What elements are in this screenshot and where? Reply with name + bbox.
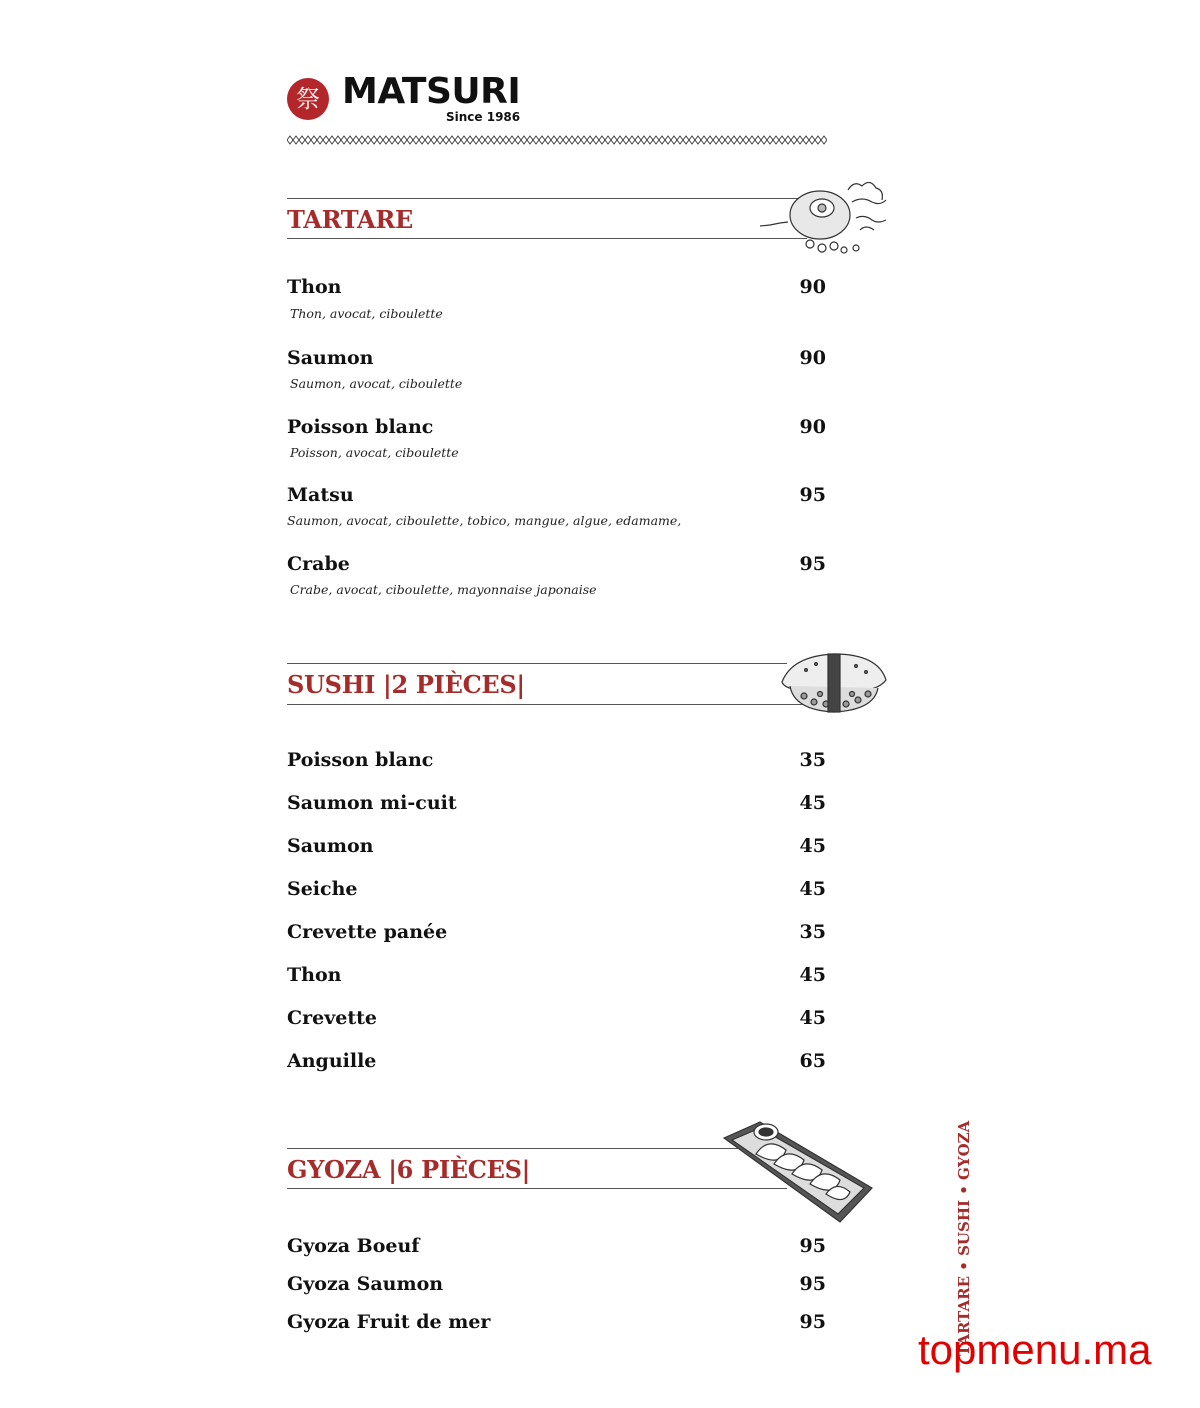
menu-item-name: Saumon (287, 835, 374, 857)
menu-item-name: Seiche (287, 878, 358, 900)
sushi-bottom-rule (287, 704, 807, 705)
gyoza-top-rule (287, 1148, 747, 1149)
menu-item-name: Crevette panée (287, 921, 448, 943)
menu-item-price: 65 (799, 1050, 826, 1072)
side-section-label: TARTARE • SUSHI • GYOZA (955, 1120, 973, 1356)
gyoza-illustration-icon (720, 1118, 876, 1228)
menu-item-price: 95 (799, 553, 826, 575)
menu-item-price: 45 (799, 964, 826, 986)
menu-item-name: Anguille (287, 1050, 377, 1072)
menu-item-name: Crabe (287, 553, 350, 575)
menu-item-price: 45 (799, 1007, 826, 1029)
section-title-sushi: SUSHI |2 PIÈCES| (287, 670, 525, 699)
section-title-tartare: TARTARE (287, 205, 413, 234)
menu-item-price: 45 (799, 792, 826, 814)
menu-item-price: 35 (799, 749, 826, 771)
menu-item-description: Crabe, avocat, ciboulette, mayonnaise japonaise (290, 582, 597, 597)
menu-item-price: 90 (799, 276, 826, 298)
menu-item-name: Thon (287, 276, 342, 298)
tartare-illustration-icon (760, 170, 900, 260)
menu-item-description: Poisson, avocat, ciboulette (290, 445, 459, 460)
menu-item-description: Saumon, avocat, ciboulette, tobico, mangue, algue, edamame, (287, 513, 682, 528)
menu-item-description: Thon, avocat, ciboulette (290, 306, 443, 321)
menu-item-name: Matsu (287, 484, 354, 506)
menu-item-price: 95 (799, 1311, 826, 1333)
brand-logo-icon: 祭 (287, 78, 329, 120)
menu-item-name: Saumon (287, 347, 374, 369)
menu-item-name: Crevette (287, 1007, 377, 1029)
gyoza-bottom-rule (287, 1188, 787, 1189)
zigzag-divider (287, 133, 827, 147)
menu-item-price: 90 (799, 416, 826, 438)
menu-item-name: Gyoza Saumon (287, 1273, 444, 1295)
tartare-top-rule (287, 198, 807, 199)
brand-name: MATSURI (342, 71, 521, 112)
brand-since: Since 1986 (446, 110, 521, 124)
menu-item-price: 95 (799, 484, 826, 506)
menu-item-name: Thon (287, 964, 342, 986)
menu-item-price: 45 (799, 835, 826, 857)
section-title-gyoza: GYOZA |6 PIÈCES| (287, 1155, 531, 1184)
menu-item-price: 95 (799, 1273, 826, 1295)
watermark: topmenu.ma (918, 1326, 1152, 1373)
menu-item-price: 35 (799, 921, 826, 943)
menu-item-price: 95 (799, 1235, 826, 1257)
tartare-bottom-rule (287, 238, 807, 239)
sushi-illustration-icon (776, 646, 892, 718)
menu-item-name: Saumon mi-cuit (287, 792, 457, 814)
menu-item-name: Gyoza Boeuf (287, 1235, 420, 1257)
menu-item-price: 45 (799, 878, 826, 900)
menu-item-name: Poisson blanc (287, 749, 434, 771)
menu-item-name: Poisson blanc (287, 416, 434, 438)
menu-item-price: 90 (799, 347, 826, 369)
sushi-top-rule (287, 663, 787, 664)
menu-item-description: Saumon, avocat, ciboulette (290, 376, 463, 391)
menu-item-name: Gyoza Fruit de mer (287, 1311, 491, 1333)
